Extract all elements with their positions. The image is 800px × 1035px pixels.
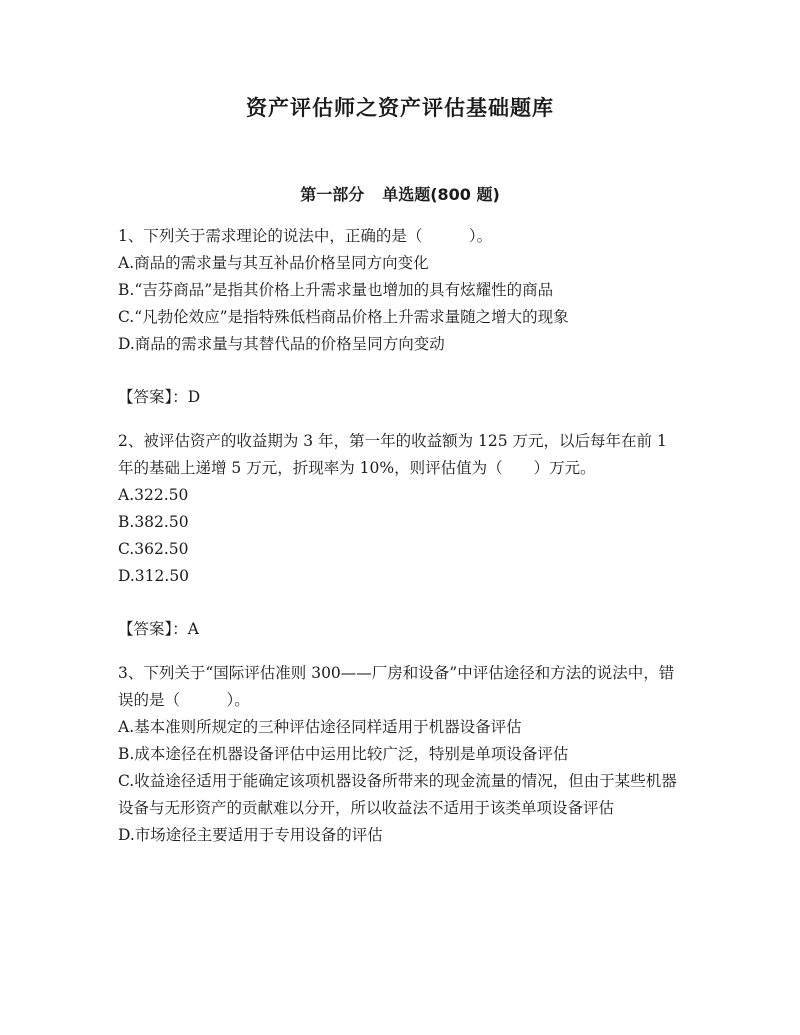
answer-value: D — [187, 388, 201, 406]
section-heading — [0, 183, 800, 207]
option-b: B.382.50 — [118, 513, 189, 531]
option-a: A.商品的需求量与其互补品价格呈同方向变化 — [118, 254, 429, 272]
option-a: A.322.50 — [118, 486, 189, 504]
document-title: 资产评估师之资产评估基础题库 — [246, 95, 554, 120]
answer-line — [118, 384, 678, 411]
question-list — [118, 223, 678, 849]
question-stem: 1、下列关于需求理论的说法中，正确的是（ ）。 — [118, 227, 493, 245]
option-c: C.362.50 — [118, 540, 189, 558]
option-d: D.商品的需求量与其替代品的价格呈同方向变动 — [118, 335, 445, 353]
option-b: B.成本途径在机器设备评估中运用比较广泛，特别是单项设备评估 — [118, 745, 569, 763]
question-2 — [118, 428, 678, 643]
answer-line — [118, 616, 678, 643]
section-subtitle: 单选题(800 题) — [382, 185, 500, 204]
question-stem: 3、下列关于“国际评估准则 300——厂房和设备”中评估途径和方法的说法中，错误的是（ ）。 — [118, 664, 675, 709]
option-c: C.收益途径适用于能确定该项机器设备所带来的现金流量的情况，但由于某些机器设备与无形资产的贡献难以分开，所以收益法不适用于该类单项设备评估 — [118, 772, 677, 817]
option-d: D.312.50 — [118, 567, 190, 585]
answer-label: 【答案】： — [118, 620, 188, 638]
question-1 — [118, 223, 678, 411]
option-c: C.“凡勃伦效应”是指特殊低档商品价格上升需求量随之增大的现象 — [118, 308, 569, 326]
question-3 — [118, 660, 678, 849]
option-d: D.市场途径主要适用于专用设备的评估 — [118, 826, 383, 844]
option-b: B.“吉芬商品”是指其价格上升需求量也增加的具有炫耀性的商品 — [118, 281, 554, 299]
option-a: A.基本准则所规定的三种评估途径同样适用于机器设备评估 — [118, 718, 522, 736]
section-name: 第一部分 — [300, 185, 365, 204]
question-stem: 2、被评估资产的收益期为 3 年，第一年的收益额为 125 万元，以后每年在前 1 年的基础上递增 5 万元，折现率为 10%，则评估值为（ ）万元。 — [118, 432, 667, 477]
answer-value: A — [187, 620, 199, 638]
answer-label: 【答案】： — [118, 388, 188, 406]
